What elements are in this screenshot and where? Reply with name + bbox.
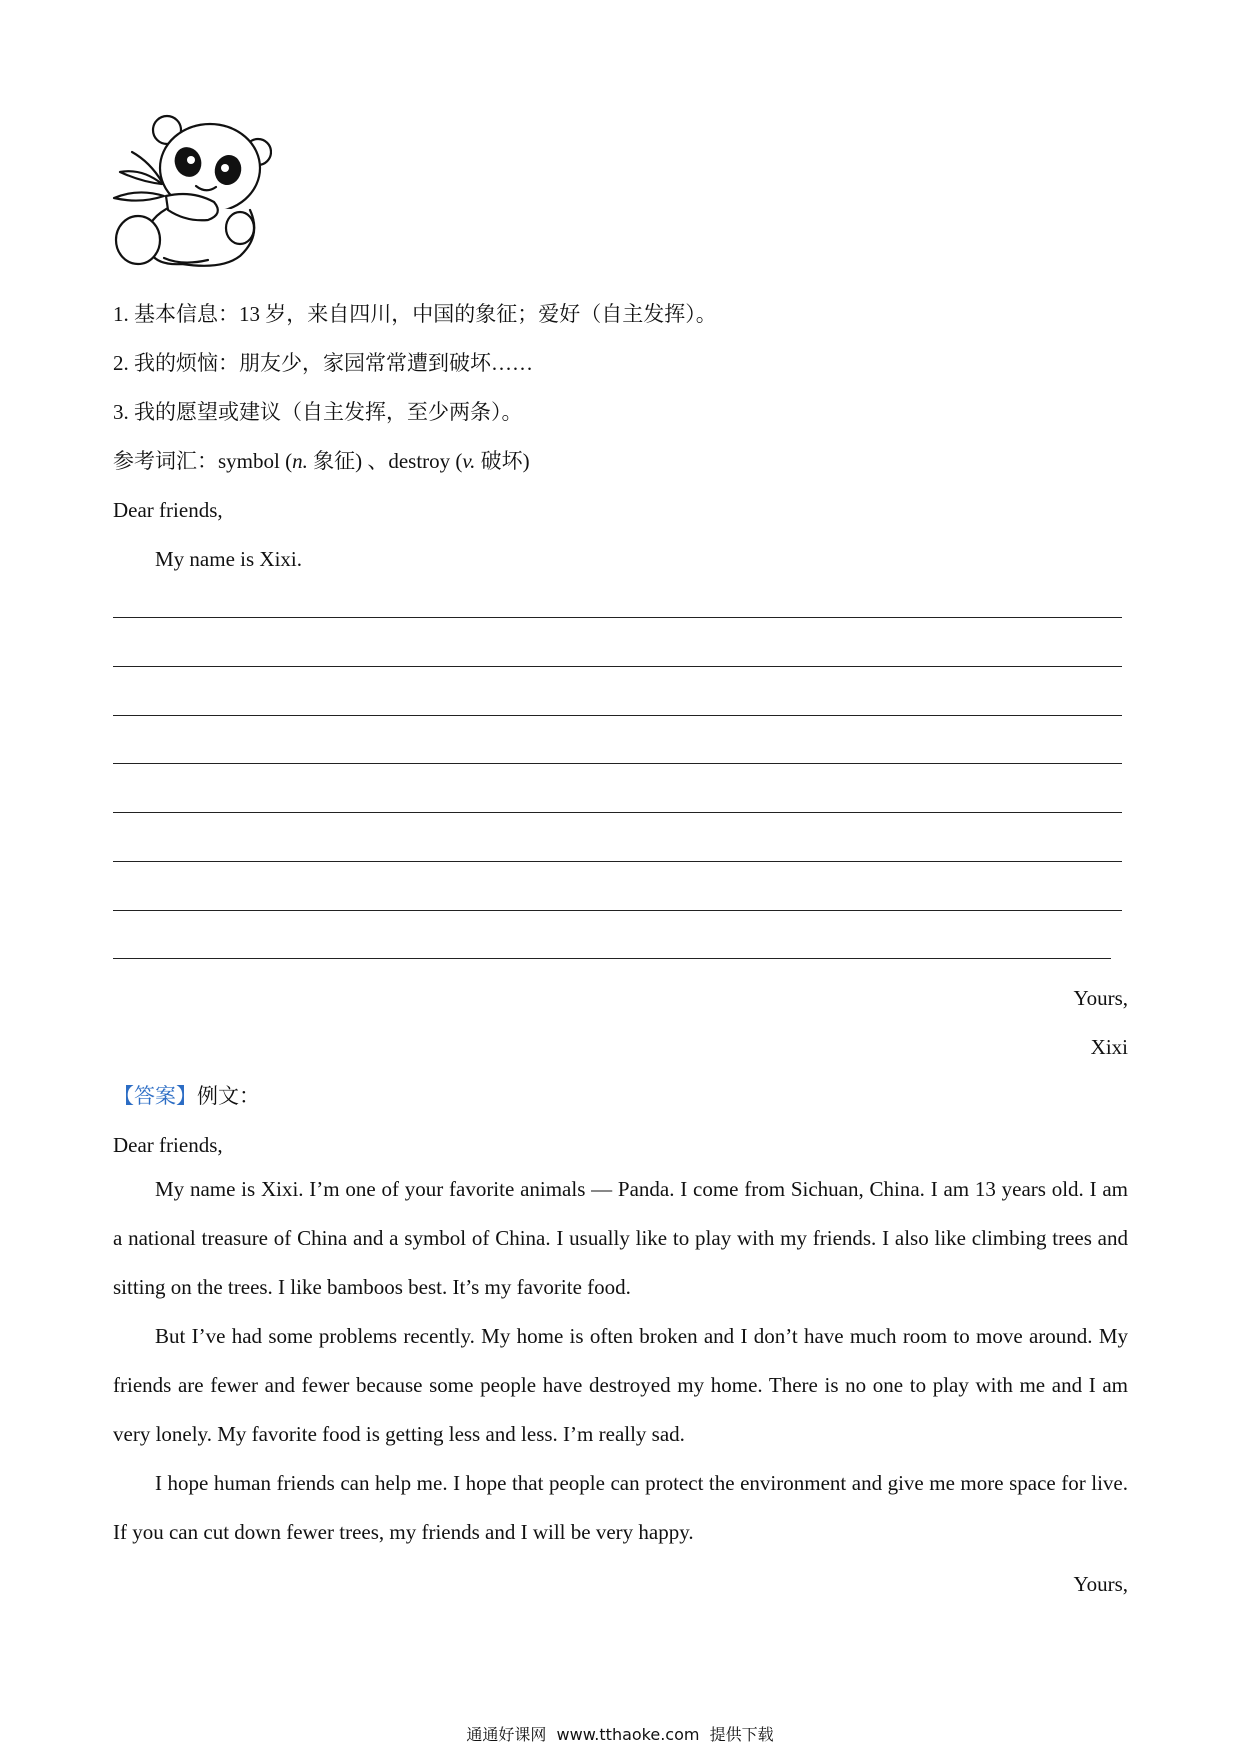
writing-line (113, 812, 1122, 813)
answer-closing: Yours, (1073, 1572, 1128, 1596)
prompt-item-3: 3. 我的愿望或建议（自主发挥，至少两条）。 (113, 400, 523, 424)
template-signature: Xixi (1090, 1035, 1128, 1059)
panda-icon (112, 110, 272, 270)
writing-line (113, 958, 1111, 959)
vocab-verb-abbrev: v. (462, 449, 476, 473)
template-opening: My name is Xixi. (155, 547, 302, 571)
vocab-mid: 象征) 、destroy ( (307, 449, 463, 473)
page-footer: 通通好课网 www.tthaoke.com 提供下载 (466, 1725, 774, 1744)
writing-line (113, 715, 1122, 716)
writing-line (113, 666, 1122, 667)
vocab-prefix: 参考词汇：symbol ( (113, 449, 293, 473)
panda-illustration (112, 110, 272, 270)
writing-line (113, 617, 1122, 618)
reference-vocabulary (113, 447, 530, 475)
template-greeting: Dear friends, (113, 498, 223, 522)
answer-tag: 【答案】 (113, 1084, 197, 1108)
answer-heading (113, 1082, 260, 1110)
writing-line (113, 910, 1122, 911)
answer-label: 例文： (197, 1084, 260, 1108)
answer-body (113, 1165, 1128, 1557)
answer-paragraph-2: But I’ve had some problems recently. My home is often broken and I don’t have much room to move around. My friends are fewer and fewer because some people have destroyed my home. There is no one to play with me and I am very lonely. My favorite food is getting less and less. I’m really sad. (113, 1324, 1128, 1446)
writing-line (113, 861, 1122, 862)
answer-paragraph-1: My name is Xixi. I’m one of your favorite animals — Panda. I come from Sichuan, China. I am 13 years old. I am a national treasure of China and a symbol of China. I usually like to play with my friends. I also like climbing trees and sitting on the trees. I like bamboos best. It’s my favorite food. (113, 1177, 1128, 1299)
vocab-noun-abbrev: n. (292, 449, 308, 473)
template-closing: Yours, (1073, 986, 1128, 1010)
writing-line (113, 763, 1122, 764)
answer-paragraph-3: I hope human friends can help me. I hope that people can protect the environment and give me more space for live. If you can cut down fewer trees, my friends and I will be very happy. (113, 1471, 1128, 1544)
vocab-suffix: 破坏) (475, 449, 530, 473)
prompt-item-1: 1. 基本信息：13 岁，来自四川，中国的象征；爱好（自主发挥）。 (113, 302, 717, 326)
prompt-item-2: 2. 我的烦恼：朋友少，家园常常遭到破坏…… (113, 351, 533, 375)
answer-greeting: Dear friends, (113, 1133, 223, 1157)
